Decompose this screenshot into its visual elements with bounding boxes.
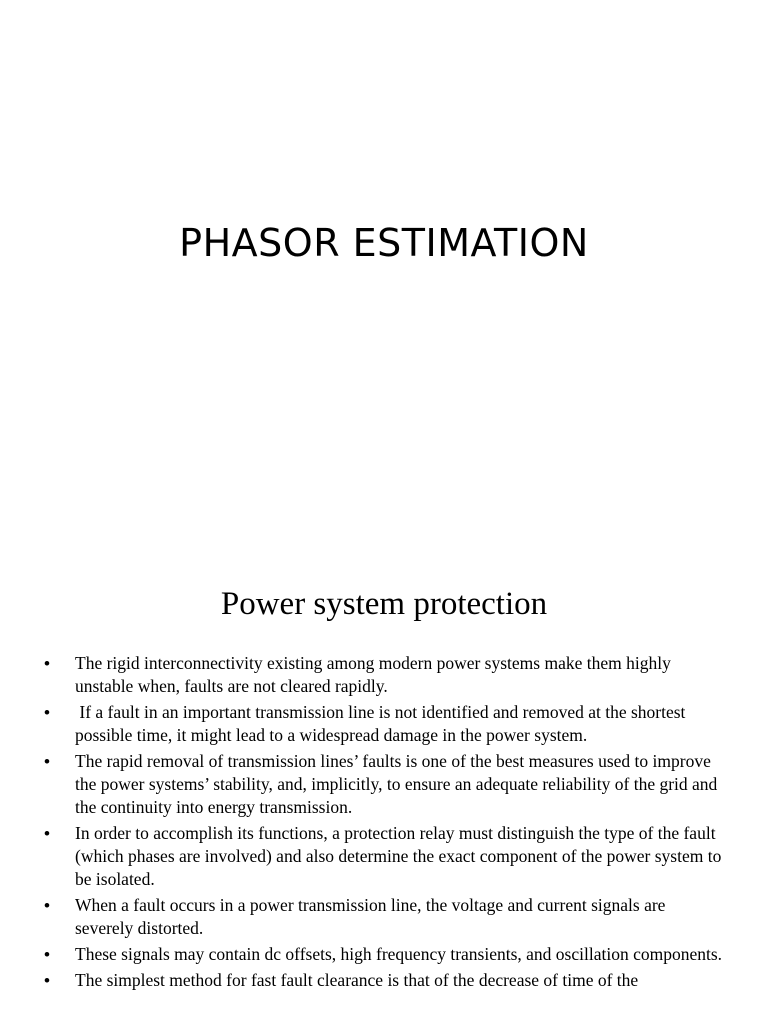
bullet-item bbox=[44, 822, 724, 891]
slide-2 bbox=[0, 560, 768, 1024]
bullet-icon: • bbox=[44, 896, 50, 915]
bullet-text: In order to accomplish its functions, a protection relay must distinguish the type of the fault (which phases are involved) and also determine the exact component of the power system to be isolated. bbox=[75, 823, 726, 889]
bullet-text: The simplest method for fast fault clearance is that of the decrease of time of the bbox=[75, 970, 639, 990]
bullet-icon: • bbox=[44, 824, 50, 843]
bullet-icon: • bbox=[44, 703, 50, 722]
bullet-item bbox=[44, 750, 724, 819]
bullet-text: When a fault occurs in a power transmission line, the voltage and current signals are severely distorted. bbox=[75, 895, 670, 938]
bullet-icon: • bbox=[44, 752, 50, 771]
bullet-item bbox=[44, 943, 724, 966]
bullet-text: If a fault in an important transmission line is not identified and removed at the shortest possible time, it might lead to a widespread damage in the power system. bbox=[75, 702, 690, 745]
bullet-list bbox=[44, 652, 724, 995]
bullet-icon: • bbox=[44, 971, 50, 990]
bullet-icon: • bbox=[44, 945, 50, 964]
bullet-item bbox=[44, 701, 724, 747]
bullet-text: These signals may contain dc offsets, high frequency transients, and oscillation components. bbox=[75, 944, 723, 964]
slide-title: Power system protection bbox=[220, 586, 548, 622]
bullet-item bbox=[44, 652, 724, 698]
bullet-item bbox=[44, 894, 724, 940]
slide-title: PHASOR ESTIMATION bbox=[179, 221, 589, 265]
bullet-item bbox=[44, 969, 724, 992]
bullet-icon: • bbox=[44, 654, 50, 673]
bullet-text: The rigid interconnectivity existing among modern power systems make them highly unstable when, faults are not cleared rapidly. bbox=[75, 653, 676, 696]
bullet-text: The rapid removal of transmission lines’ faults is one of the best measures used to improve the power systems’ stability, and, implicitly, to ensure an adequate reliability of the grid and the continuity into energy transmission. bbox=[75, 751, 722, 817]
